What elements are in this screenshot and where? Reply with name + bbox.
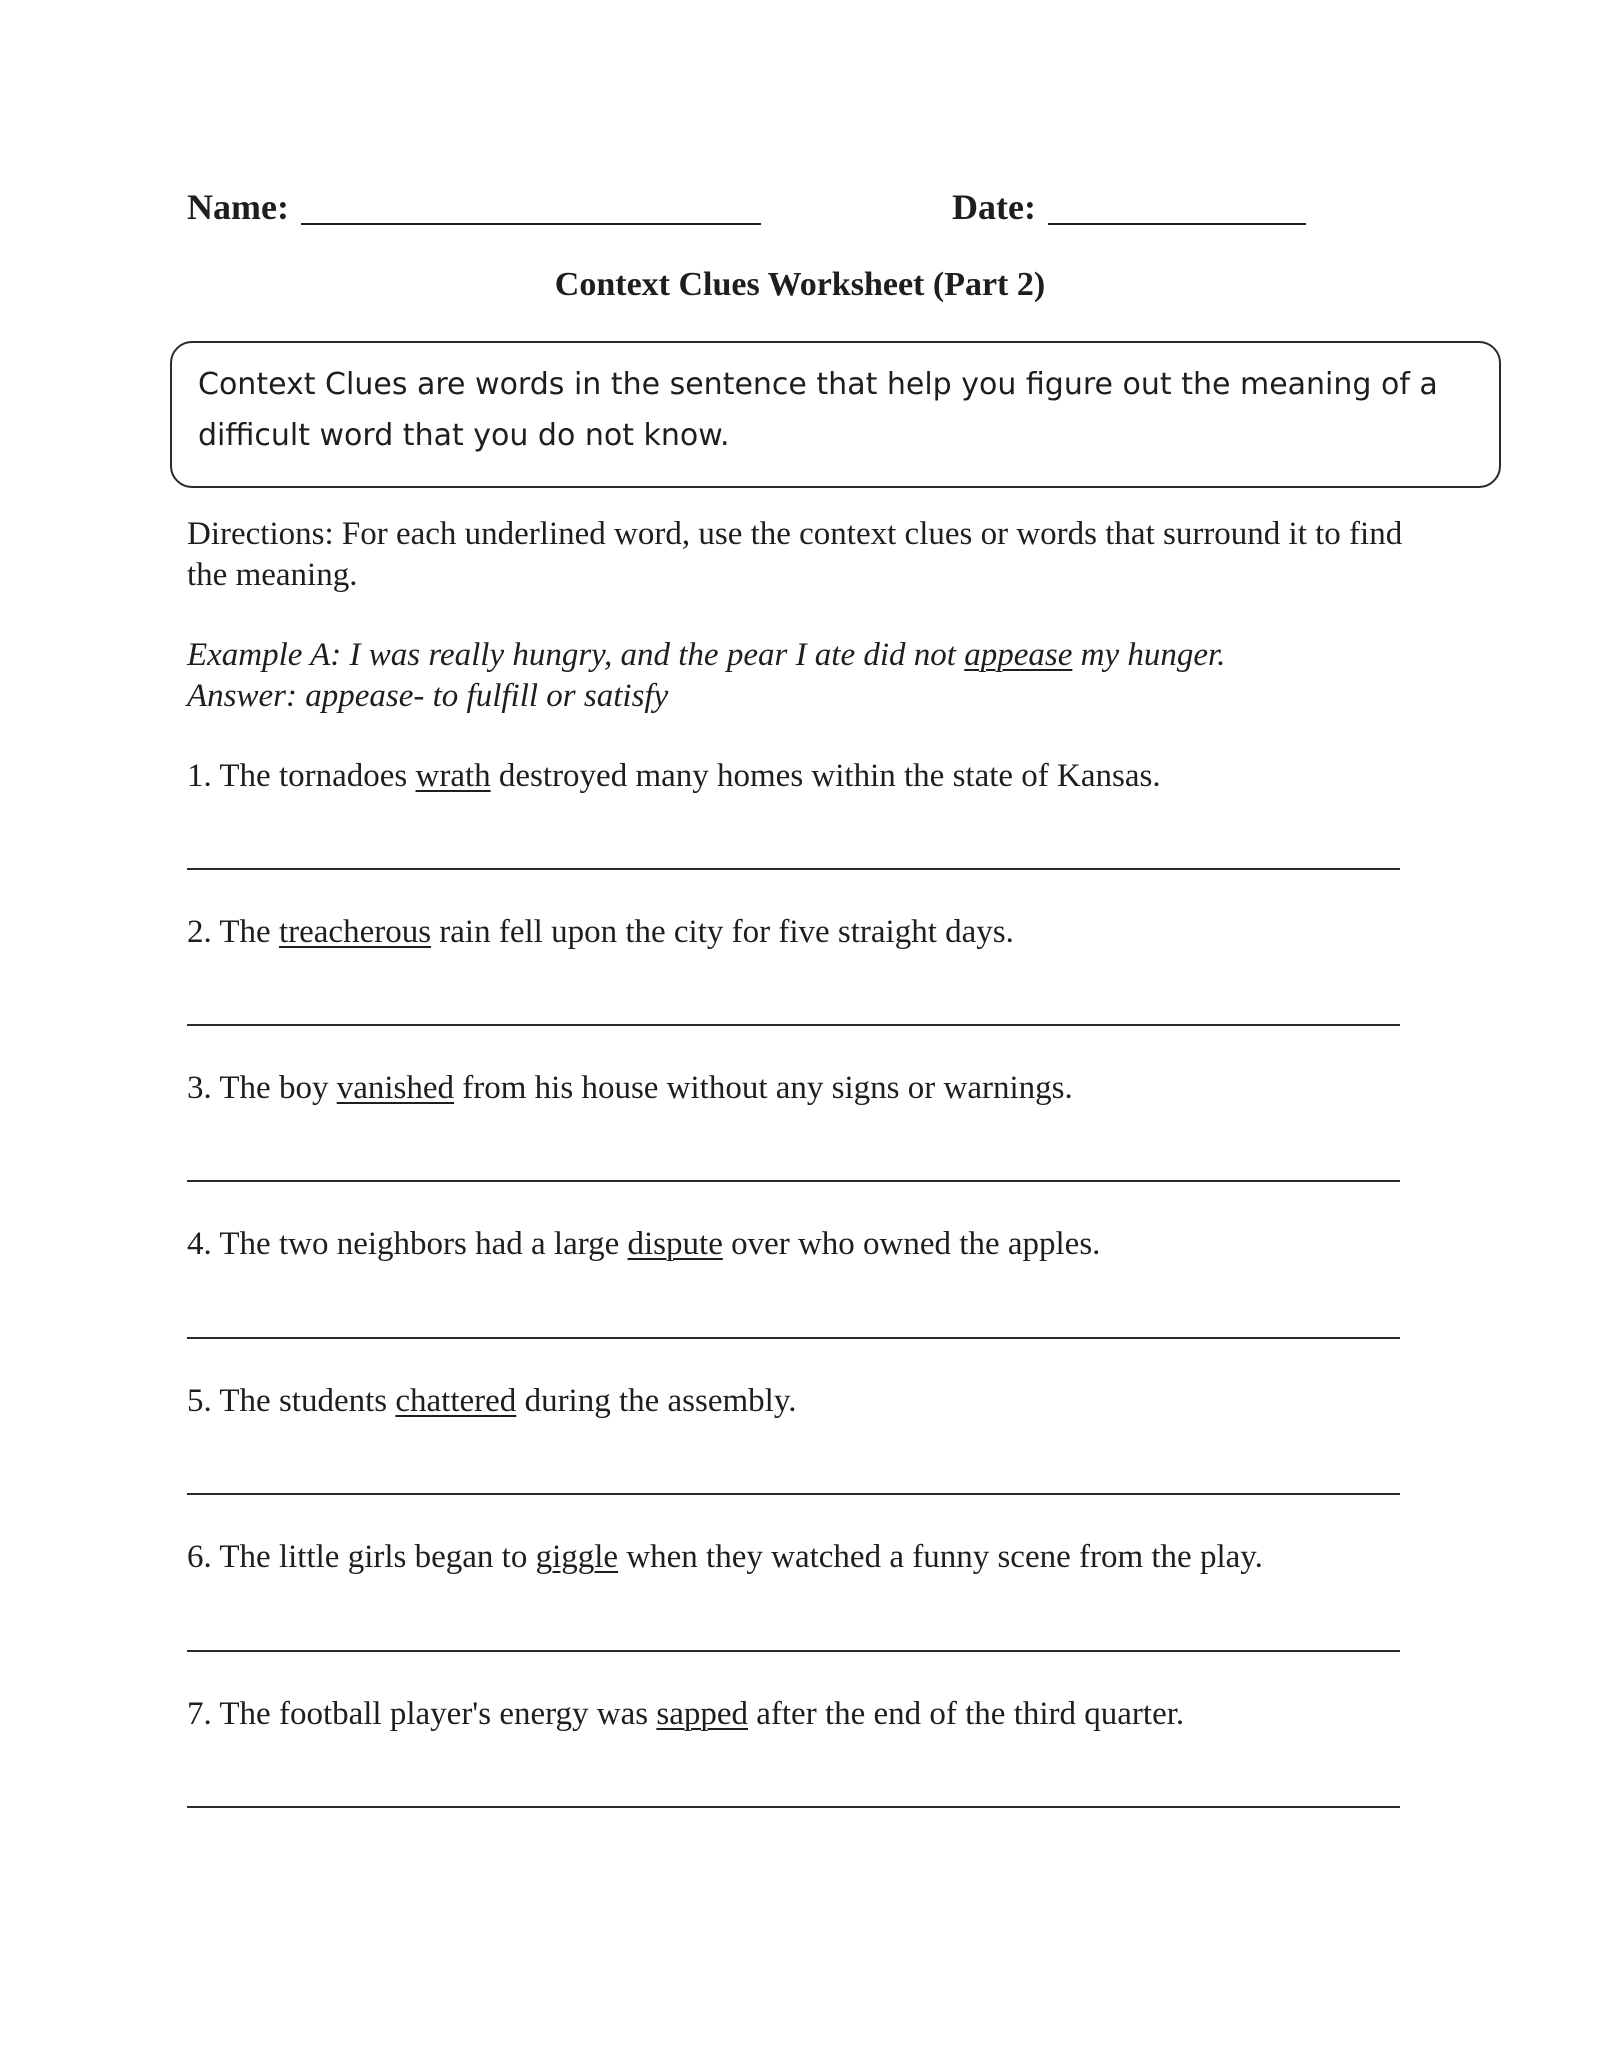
question-underlined-word: treacherous xyxy=(278,914,432,950)
question-7 xyxy=(187,1694,1427,1734)
date-blank-line xyxy=(1048,223,1306,225)
header-row xyxy=(187,186,1347,236)
question-before: 7. The football player's energy was xyxy=(187,1696,657,1732)
question-5 xyxy=(187,1381,1427,1421)
answer-line-2[interactable] xyxy=(187,1024,1400,1026)
worksheet-title: Context Clues Worksheet (Part 2) xyxy=(554,266,1046,303)
answer-line-1[interactable] xyxy=(187,868,1400,870)
question-6 xyxy=(187,1537,1427,1577)
example-block xyxy=(187,635,1447,717)
name-field xyxy=(187,186,761,228)
question-after: from his house without any signs or warnings. xyxy=(454,1070,1073,1106)
example-answer: Answer: appease- to fulfill or satisfy xyxy=(187,678,669,714)
example-underlined-word: appease xyxy=(964,637,1073,673)
answer-line-5[interactable] xyxy=(187,1493,1400,1495)
question-before: 4. The two neighbors had a large xyxy=(187,1226,628,1262)
question-before: 6. The little girls began to xyxy=(187,1539,536,1575)
question-after: destroyed many homes within the state of Kansas. xyxy=(490,758,1161,794)
definition-box xyxy=(170,341,1501,488)
question-after: rain fell upon the city for five straight days. xyxy=(431,914,1014,950)
question-2 xyxy=(187,912,1427,952)
question-after: during the assembly. xyxy=(516,1383,797,1419)
answer-line-4[interactable] xyxy=(187,1337,1400,1339)
question-3 xyxy=(187,1068,1427,1108)
question-underlined-word: giggle xyxy=(535,1539,619,1575)
answer-line-7[interactable] xyxy=(187,1806,1400,1808)
answer-line-6[interactable] xyxy=(187,1650,1400,1652)
definition-text: Context Clues are words in the sentence that help you figure out the meaning of a difficult word that you do not know. xyxy=(198,367,1438,453)
date-label: Date: xyxy=(952,187,1036,227)
question-underlined-word: sapped xyxy=(656,1696,748,1732)
question-after: after the end of the third quarter. xyxy=(748,1696,1185,1732)
example-before: Example A: I was really hungry, and the pear I ate did not xyxy=(187,637,965,673)
question-4 xyxy=(187,1224,1427,1264)
name-blank-line xyxy=(301,223,761,225)
question-after: over who owned the apples. xyxy=(722,1226,1101,1262)
question-before: 3. The boy xyxy=(187,1070,337,1106)
question-underlined-word: vanished xyxy=(336,1070,455,1106)
question-underlined-word: chattered xyxy=(395,1383,517,1419)
question-before: 1. The tornadoes xyxy=(187,758,416,794)
name-label: Name: xyxy=(187,187,289,227)
question-underlined-word: dispute xyxy=(627,1226,723,1262)
question-1 xyxy=(187,756,1427,796)
date-field xyxy=(952,186,1306,228)
answer-line-3[interactable] xyxy=(187,1180,1400,1182)
question-before: 2. The xyxy=(187,914,279,950)
example-after: my hunger. xyxy=(1072,637,1226,673)
question-after: when they watched a funny scene from the play. xyxy=(618,1539,1263,1575)
question-underlined-word: wrath xyxy=(415,758,491,794)
example-sentence xyxy=(187,635,1447,676)
directions-text: Directions: For each underlined word, use the context clues or words that surround it to find the meaning. xyxy=(187,516,1403,593)
question-before: 5. The students xyxy=(187,1383,396,1419)
